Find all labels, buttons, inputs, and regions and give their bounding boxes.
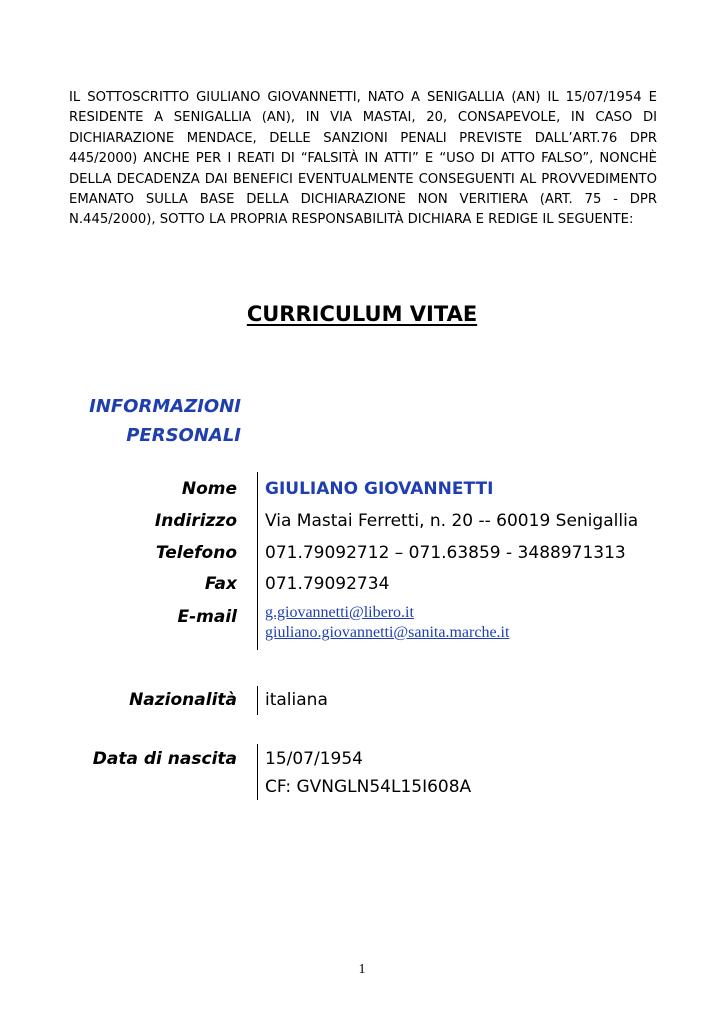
section-heading-line2: PERSONALI (126, 425, 241, 446)
nationality-value: italiana (265, 690, 328, 710)
phone-label: Telefono (155, 543, 237, 563)
fax-label: Fax (204, 574, 237, 594)
email-values (265, 603, 509, 643)
fax-value: 071.79092734 (265, 574, 390, 594)
tax-code-value: CF: GVNGLN54L15I608A (265, 777, 472, 797)
name-value: GIULIANO GIOVANNETTI (265, 479, 494, 499)
name-label: Nome (181, 479, 237, 499)
declaration-paragraph: IL SOTTOSCRITTO GIULIANO GIOVANNETTI, NATO A SENIGALLIA (AN) IL 15/07/1954 E RESIDENTE A SENIGALLIA (AN), IN VIA MASTAI, 20, CONSAPEVOLE, IN CASO DI DICHIARAZIONE MENDACE, DELLE SANZIONI PENALI PREVISTE DALL’ART.76 DPR 445/2000) ANCHE PER I REATI DI “FALSITÀ IN ATTI” E “USO DI ATTO FALSO”, NONCHÈ DELLA DECADENZA DAI BENEFICI EVENTUALMENTE CONSEGUENTI AL PROVVEDIMENTO EMANATO SULLA BASE DELLA DICHIARAZIONE NON VERITIERA (ART. 75 - DPR N.445/2000), SOTTO LA PROPRIA RESPONSABILITÀ DICHIARA E REDIGE IL SEGUENTE: (69, 90, 657, 228)
address-label: Indirizzo (154, 511, 237, 531)
vertical-divider-main (257, 472, 258, 650)
nationality-label: Nazionalità (129, 690, 237, 710)
section-heading-line1: INFORMAZIONI (89, 396, 241, 417)
section-heading-personal-info (89, 392, 241, 450)
email-link-primary[interactable]: g.giovannetti@libero.it (265, 604, 414, 621)
email-link-secondary[interactable]: giuliano.giovannetti@sanita.marche.it (265, 624, 510, 641)
address-value: Via Mastai Ferretti, n. 20 -- 60019 Senigallia (265, 511, 639, 531)
birth-date-label: Data di nascita (92, 749, 237, 769)
birth-date-value: 15/07/1954 (265, 749, 363, 769)
document-title: CURRICULUM VITAE (246, 302, 478, 326)
vertical-divider-birth (257, 744, 258, 800)
vertical-divider-nationality (257, 686, 258, 715)
phone-value: 071.79092712 – 071.63859 - 3488971313 (265, 543, 626, 563)
email-label: E-mail (177, 607, 237, 627)
page-number: 1 (358, 962, 366, 977)
